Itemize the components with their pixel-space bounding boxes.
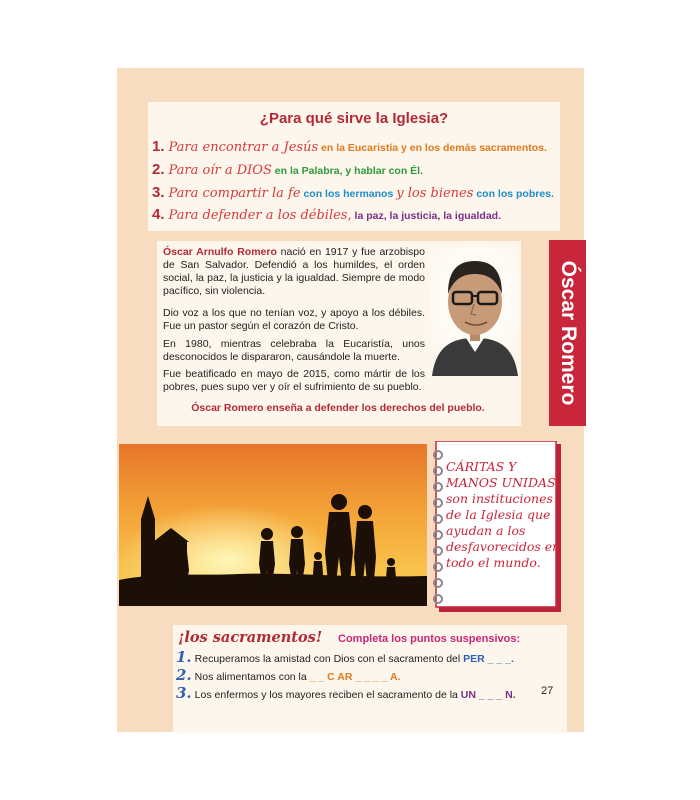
page-number: 27 — [541, 685, 554, 697]
item-detail: la paz, la justicia, la igualdad. — [351, 210, 501, 222]
bio-paragraph-3: En 1980, mientras celebraba la Eucaristía, unos desconocidos le dispararon, causándole la muerte. — [163, 338, 425, 363]
exercise-item-3 — [176, 684, 516, 700]
exercise-text: Recuperamos la amistad con Dios con el sacramento del — [194, 653, 464, 665]
exercise-item-2 — [176, 666, 401, 682]
bio-closing: Óscar Romero enseña a defender los derechos del pueblo. — [191, 402, 485, 414]
purpose-title: ¿Para qué sirve la Iglesia? — [259, 110, 449, 127]
bio-paragraph-4: Fue beatificado en mayo de 2015, como mártir de los pobres, pues supo ver y oír el sufrimiento de su pueblo. — [163, 368, 425, 393]
item-number: 1. — [152, 138, 165, 155]
bio-paragraph-2: Dio voz a los que no tenían voz, y apoyo a los débiles. Fue un pastor según el corazón de Cristo. — [163, 307, 425, 332]
item-handwritten-2: y los bienes — [396, 186, 474, 201]
exercise-item-1 — [176, 648, 514, 664]
item-handwritten: Para defender a los débiles, — [168, 208, 352, 223]
item-detail-2: con los pobres. — [473, 188, 554, 200]
item-handwritten: Para encontrar a Jesús — [168, 140, 319, 155]
purpose-item-1 — [152, 138, 547, 158]
item-number: 2. — [152, 161, 165, 178]
bio-paragraph-1 — [163, 246, 425, 298]
notepad-text: CÁRITAS Y MANOS UNIDAS son instituciones de la Iglesia que ayudan a los desfavorecidos en todo el mundo. — [446, 459, 561, 570]
exercise-blank: UN _ _ _ N. — [460, 689, 516, 701]
item-detail: en la Palabra, y hablar con Él. — [271, 165, 424, 177]
vertical-name-label: Óscar Romero — [557, 260, 580, 406]
purpose-item-2 — [152, 161, 423, 181]
silhouette-scene-image — [119, 444, 427, 606]
exercise-text: Nos alimentamos con la — [194, 671, 310, 683]
purpose-item-4 — [152, 206, 501, 226]
exercise-number: 1. — [176, 648, 192, 666]
exercise-number: 2. — [176, 666, 192, 684]
item-handwritten: Para oír a DIOS — [168, 163, 272, 178]
bio-p1-text: nació en 1917 y fue arzobispo de San Salvador. Defendió a los humildes, el orden social, la paz, la justicia y la igualdad. Siempre de modo pacífico, sin violencia. — [163, 246, 425, 297]
exercise-blank: _ _ C AR _ _ _ _ A. — [309, 671, 401, 683]
exercise-number: 3. — [176, 684, 192, 702]
item-number: 3. — [152, 184, 165, 201]
sacraments-instruction: Completa los puntos suspensivos: — [338, 633, 521, 645]
item-number: 4. — [152, 206, 165, 223]
portrait-photo — [430, 246, 520, 376]
purpose-item-3 — [152, 184, 554, 204]
bio-name: Óscar Arnulfo Romero — [163, 246, 277, 258]
item-detail: en la Eucaristía y en los demás sacramentos. — [318, 142, 547, 154]
exercise-blank: PER _ _ _. — [463, 653, 514, 665]
item-handwritten: Para compartir la fe — [168, 186, 301, 201]
item-detail: con los hermanos — [300, 188, 397, 200]
sacraments-title: ¡los sacramentos! — [178, 629, 323, 646]
exercise-text: Los enfermos y los mayores reciben el sacramento de la — [194, 689, 461, 701]
